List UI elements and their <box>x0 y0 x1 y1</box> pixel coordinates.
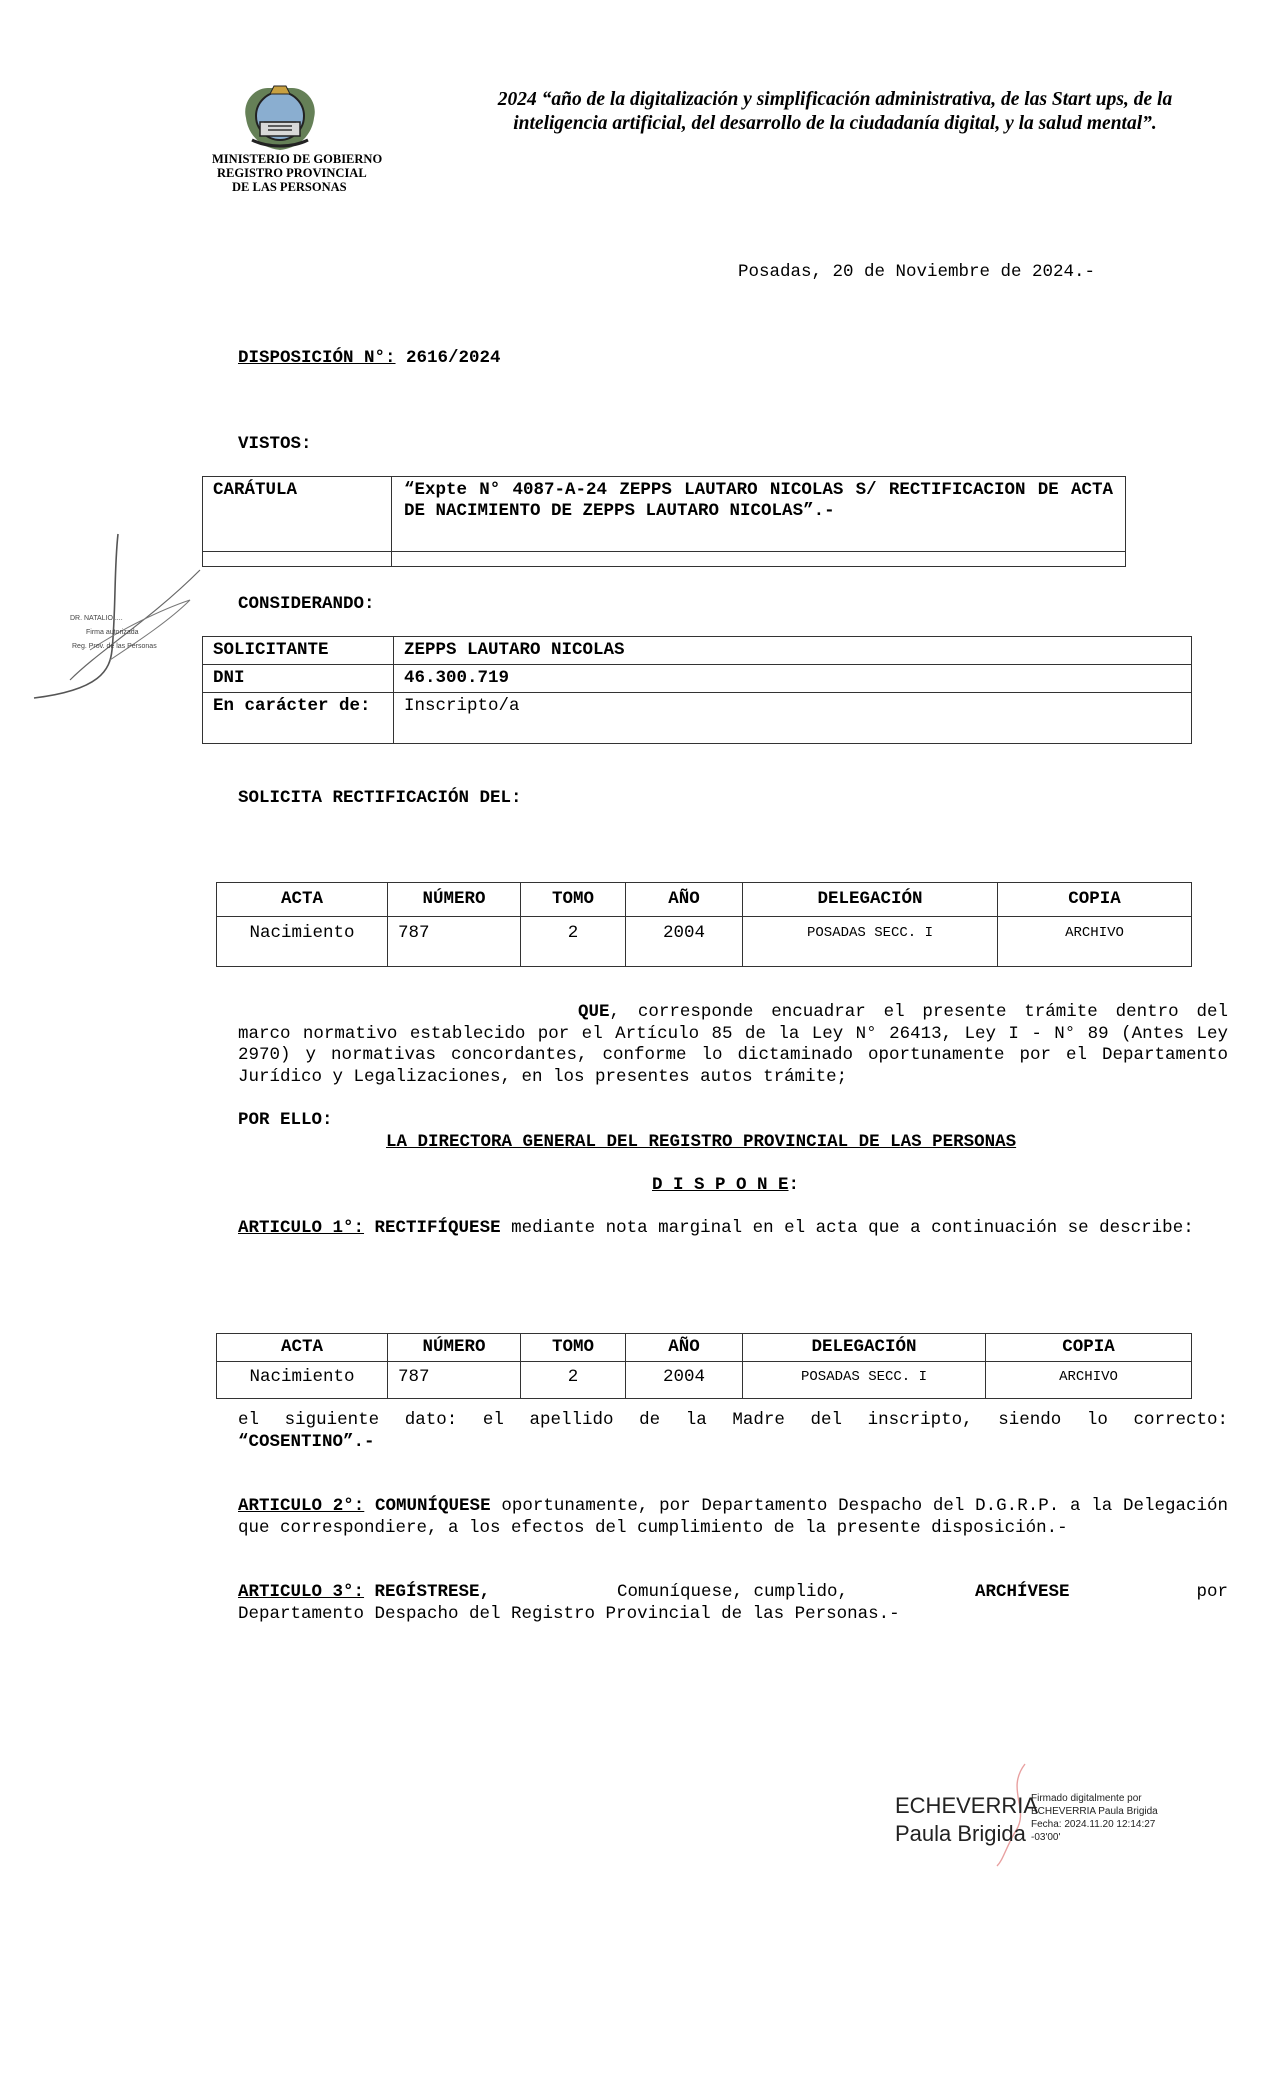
dato-paragraph <box>238 1410 1228 1453</box>
date-line: Posadas, 20 de Noviembre de 2024.- <box>738 262 1096 282</box>
que-text: , corresponde encuadrar el presente trámite dentro del marco normativo establecido por el Artículo 85 de la Ley N° 26413, Ley I - N° 89 (Antes Ley 2970) y normativas concordantes, conforme lo dictaminado oportunamente por el Departamento Jurídico y Legalizaciones, en los presentes autos trámite; <box>238 1002 1228 1087</box>
copia-cell: ARCHIVO <box>998 917 1192 967</box>
delegacion-cell: POSADAS SECC. I <box>743 1362 986 1399</box>
col-delegacion: DELEGACIÓN <box>743 1334 986 1362</box>
ministry-line: DE LAS PERSONAS <box>232 180 347 194</box>
solicitante-table <box>202 636 1192 744</box>
articulo-3 <box>238 1582 1228 1625</box>
articulo-1 <box>238 1218 1228 1240</box>
signer-name-line: ECHEVERRIA <box>895 1793 1039 1818</box>
ministry-line: REGISTRO PROVINCIAL <box>217 166 367 180</box>
col-numero: NÚMERO <box>388 1334 521 1362</box>
col-acta: ACTA <box>217 883 388 917</box>
anio-cell: 2004 <box>626 1362 743 1399</box>
signature-detail-line: ECHEVERRIA Paula Brigida <box>1031 1806 1158 1817</box>
art3-label: ARTICULO 3°: <box>238 1582 365 1602</box>
disposicion-label: DISPOSICIÓN N°: <box>238 348 396 368</box>
signer-name <box>895 1792 1038 1848</box>
tomo-cell: 2 <box>521 917 626 967</box>
solicita-heading: SOLICITA RECTIFICACIÓN DEL: <box>238 788 522 808</box>
art2-text: oportunamente, por Departamento Despacho del D.G.R.P. a la Delegación que correspondiere, a los efectos del cumplimiento de la presente disposición.- <box>238 1496 1228 1538</box>
col-acta: ACTA <box>217 1334 388 1362</box>
col-copia: COPIA <box>986 1334 1192 1362</box>
stamp-line: Firma autorizada <box>86 629 139 636</box>
art3-line2: Departamento Despacho del Registro Provincial de las Personas.- <box>238 1603 900 1624</box>
tomo-cell: 2 <box>521 1362 626 1399</box>
numero-cell: 787 <box>388 1362 521 1399</box>
art3-por: por <box>1196 1582 1228 1602</box>
disposicion-number <box>238 348 501 370</box>
dispone-word: D I S P O N E <box>652 1175 789 1195</box>
anio-cell: 2004 <box>626 917 743 967</box>
col-anio: AÑO <box>626 1334 743 1362</box>
dispone-heading <box>652 1175 799 1197</box>
art2-label: ARTICULO 2°: <box>238 1496 365 1516</box>
art1-text: mediante nota marginal en el acta que a continuación se describe: <box>500 1218 1194 1238</box>
delegacion-cell: POSADAS SECC. I <box>743 917 998 967</box>
caratula-empty-cell <box>203 552 392 567</box>
year-motto: 2024 “año de la digitalización y simplificación administrativa, de las Start ups, de la inteligencia artificial, del desarrollo de la ciudadanía digital, y la salud mental”. <box>497 89 1173 134</box>
art3-line1 <box>238 1582 1228 1604</box>
signer-name-line: Paula Brigida <box>895 1821 1026 1846</box>
col-delegacion: DELEGACIÓN <box>743 883 998 917</box>
articulo-2 <box>238 1496 1228 1539</box>
dispone-colon: : <box>788 1175 800 1195</box>
acta-cell: Nacimiento <box>217 917 388 967</box>
acta-table-1 <box>216 882 1192 967</box>
coat-of-arms-logo <box>238 82 322 154</box>
col-anio: AÑO <box>626 883 743 917</box>
caracter-value: Inscripto/a <box>394 693 1192 744</box>
acta-table-2 <box>216 1333 1192 1399</box>
caracter-label: En carácter de: <box>203 693 394 744</box>
art3-keyword1: REGÍSTRESE, <box>374 1582 491 1602</box>
dni-label: DNI <box>203 665 394 693</box>
art3-keyword2: ARCHÍVESE <box>975 1582 1070 1602</box>
caratula-table <box>202 476 1126 567</box>
art1-label: ARTICULO 1°: <box>238 1218 365 1238</box>
vistos-heading: VISTOS: <box>238 434 312 454</box>
col-tomo: TOMO <box>521 883 626 917</box>
solicitante-label: SOLICITANTE <box>203 637 394 665</box>
que-keyword: QUE <box>578 1002 610 1022</box>
caratula-empty-cell <box>392 552 1126 567</box>
art3-mid: Comuníquese, cumplido, <box>617 1582 849 1602</box>
digital-signature <box>885 1760 1185 1870</box>
stamp-line: DR. NATALIO .... <box>70 615 123 622</box>
caratula-label: CARÁTULA <box>203 477 392 552</box>
art2-keyword: COMUNÍQUESE <box>375 1496 491 1516</box>
dato-value: “COSENTINO”.- <box>238 1431 375 1452</box>
signature-detail-line: -03'00' <box>1031 1832 1061 1843</box>
stamp-line: Reg. Prov. de las Personas <box>72 643 157 650</box>
signature-detail-line: Fecha: 2024.11.20 12:14:27 <box>1031 1819 1156 1830</box>
side-stamp-signature <box>30 530 210 710</box>
col-tomo: TOMO <box>521 1334 626 1362</box>
signature-detail-line: Firmado digitalmente por <box>1031 1793 1142 1804</box>
col-copia: COPIA <box>998 883 1192 917</box>
signature-details <box>1031 1792 1158 1844</box>
ministry-line: MINISTERIO DE GOBIERNO <box>212 152 383 166</box>
que-paragraph <box>238 1002 1228 1088</box>
art3-head <box>238 1582 490 1604</box>
dato-text: el siguiente dato: el apellido de la Madre del inscripto, siendo lo correcto: <box>238 1410 1228 1430</box>
art1-keyword: RECTIFÍQUESE <box>374 1218 501 1238</box>
acta-cell: Nacimiento <box>217 1362 388 1399</box>
considerando-heading: CONSIDERANDO: <box>238 594 375 614</box>
numero-cell: 787 <box>388 917 521 967</box>
por-ello-heading: POR ELLO: <box>238 1110 333 1130</box>
dni-value: 46.300.719 <box>394 665 1192 693</box>
disposicion-value: 2616/2024 <box>406 348 501 368</box>
solicitante-value: ZEPPS LAUTARO NICOLAS <box>394 637 1192 665</box>
directora-heading: LA DIRECTORA GENERAL DEL REGISTRO PROVINCIAL DE LAS PERSONAS <box>386 1132 1017 1152</box>
copia-cell: ARCHIVO <box>986 1362 1192 1399</box>
col-numero: NÚMERO <box>388 883 521 917</box>
caratula-value: “Expte N° 4087-A-24 ZEPPS LAUTARO NICOLAS S/ RECTIFICACION DE ACTA DE NACIMIENTO DE ZEPPS LAUTARO NICOLAS”.- <box>392 477 1126 552</box>
ministry-header <box>200 152 400 194</box>
